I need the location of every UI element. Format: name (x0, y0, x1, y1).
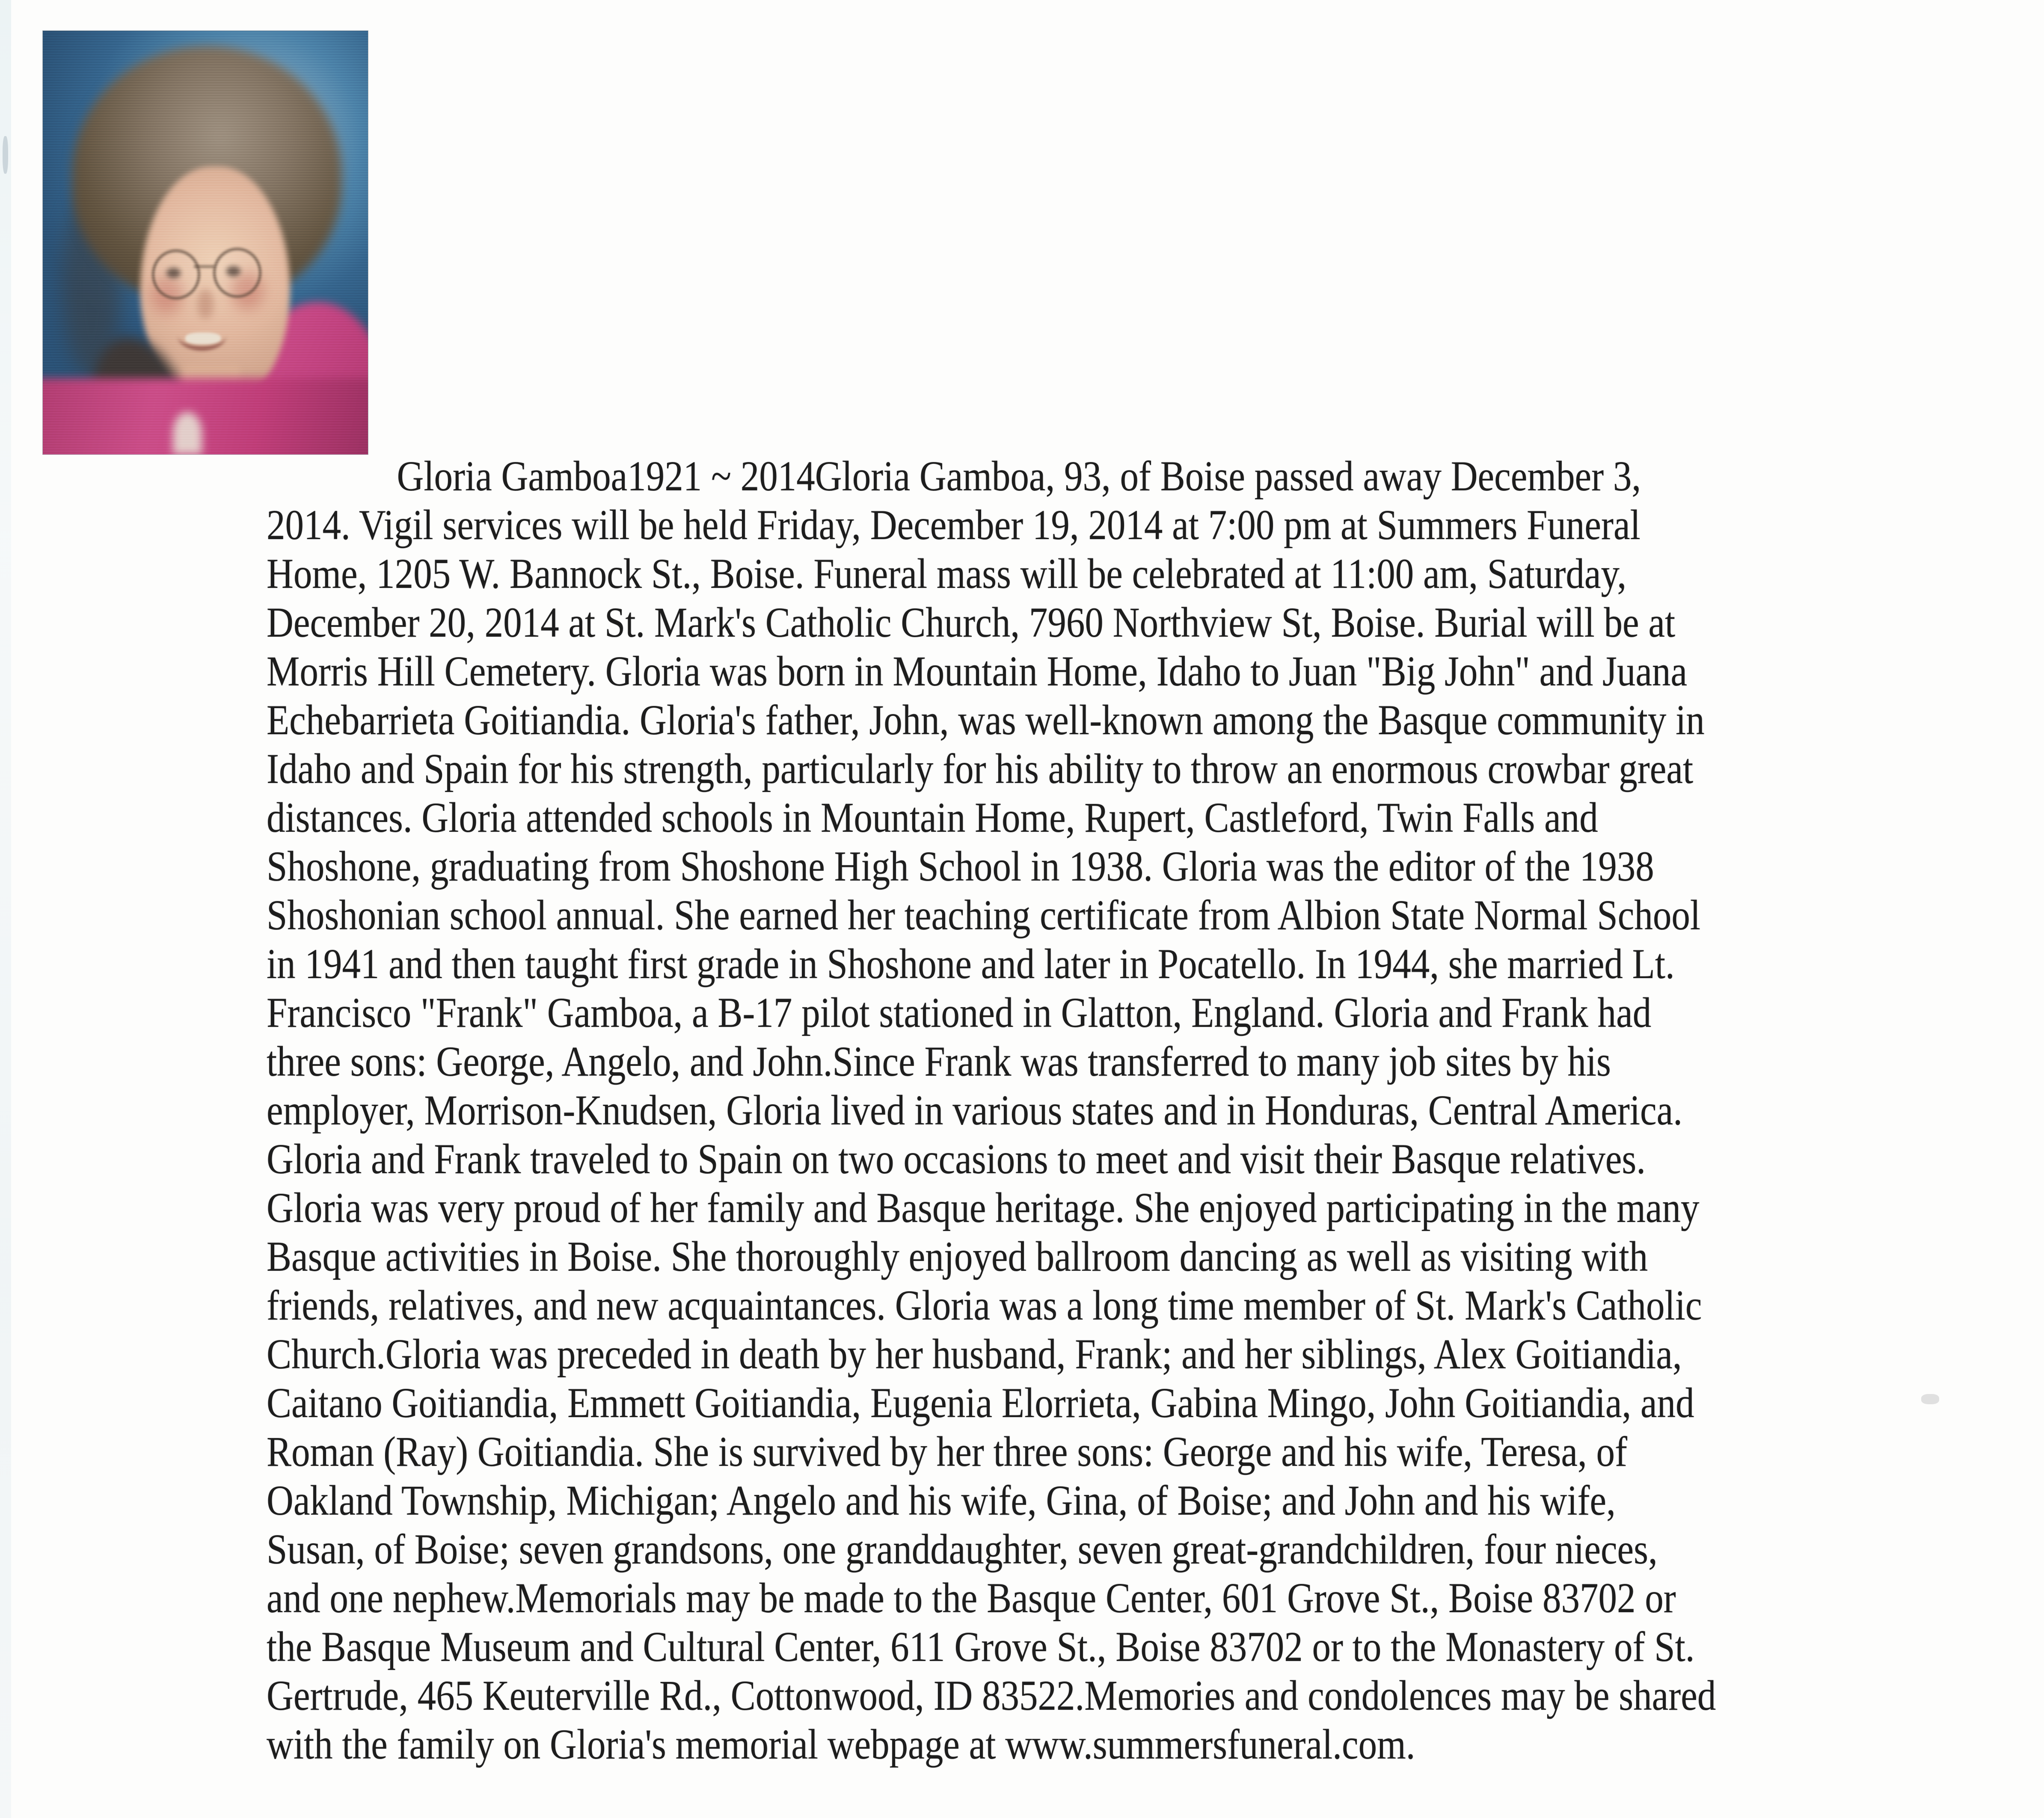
obituary-text-line: three sons: George, Angelo, and John.Since Frank was transferred to many job sites by his (267, 1038, 1611, 1085)
obituary-text-line: Gloria and Frank traveled to Spain on two occasions to meet and visit their Basque relatives. (267, 1135, 1646, 1183)
obituary-text-line: Home, 1205 W. Bannock St., Boise. Funeral mass will be celebrated at 11:00 am, Saturday, (267, 550, 1627, 597)
obituary-text-line: Gertrude, 465 Keuterville Rd., Cottonwood, ID 83522.Memories and condolences may be shared (267, 1672, 1716, 1719)
obituary-text-line: Echebarrieta Goitiandia. Gloria's father, John, was well-known among the Basque community in (267, 696, 1705, 744)
obituary-text-line: Susan, of Boise; seven grandsons, one granddaughter, seven great-grandchildren, four nieces, (267, 1525, 1658, 1573)
obituary-text-line: December 20, 2014 at St. Mark's Catholic Church, 7960 Northview St, Boise. Burial will be at (267, 599, 1676, 646)
obituary-text-line: Gloria was very proud of her family and Basque heritage. She enjoyed participating in the many (267, 1184, 1700, 1231)
obituary-text-line: Oakland Township, Michigan; Angelo and his wife, Gina, of Boise; and John and his wife, (267, 1477, 1616, 1524)
obituary-text-line: Gloria Gamboa1921 ~ 2014Gloria Gamboa, 93, of Boise passed away December 3, (397, 452, 1641, 500)
obituary-text-line: friends, relatives, and new acquaintances. Gloria was a long time member of St. Mark's Catholic (267, 1281, 1702, 1329)
obituary-text-line: Shoshone, graduating from Shoshone High School in 1938. Gloria was the editor of the 1938 (267, 842, 1654, 890)
obituary-text-line: Morris Hill Cemetery. Gloria was born in Mountain Home, Idaho to Juan "Big John" and Juana (267, 647, 1688, 695)
obituary-text-line: employer, Morrison-Knudsen, Gloria lived in various states and in Honduras, Central America. (267, 1086, 1683, 1134)
scan-speck (3, 136, 8, 174)
obituary-text-line: Basque activities in Boise. She thoroughly enjoyed ballroom dancing as well as visiting with (267, 1233, 1648, 1280)
scanner-edge-artifact (0, 0, 11, 1818)
obituary-text-line: and one nephew.Memorials may be made to the Basque Center, 601 Grove St., Boise 83702 or (267, 1574, 1676, 1622)
obituary-text-line: 2014. Vigil services will be held Friday, December 19, 2014 at 7:00 pm at Summers Funeral (267, 501, 1641, 549)
obituary-text-line: distances. Gloria attended schools in Mountain Home, Rupert, Castleford, Twin Falls and (267, 794, 1598, 841)
obituary-text-line: Church.Gloria was preceded in death by her husband, Frank; and her siblings, Alex Goitiandia, (267, 1330, 1682, 1378)
obituary-text-line: the Basque Museum and Cultural Center, 611 Grove St., Boise 83702 or to the Monastery of St. (267, 1623, 1695, 1670)
obituary-text-line: Roman (Ray) Goitiandia. She is survived by her three sons: George and his wife, Teresa, of (267, 1428, 1627, 1475)
portrait-photo (43, 31, 368, 454)
obituary-text-line: with the family on Gloria's memorial webpage at www.summersfuneral.com. (267, 1720, 1415, 1768)
obituary-text-line: in 1941 and then taught first grade in Shoshone and later in Pocatello. In 1944, she married Lt. (267, 940, 1675, 988)
obituary-text-line: Caitano Goitiandia, Emmett Goitiandia, Eugenia Elorrieta, Gabina Mingo, John Goitiandia, and (267, 1379, 1694, 1427)
obituary-text-block (267, 452, 2044, 1769)
scan-grain-overlay (43, 31, 368, 454)
obituary-text-line: Idaho and Spain for his strength, particularly for his ability to throw an enormous crowbar great (267, 745, 1694, 792)
obituary-text-line: Francisco "Frank" Gamboa, a B-17 pilot stationed in Glatton, England. Gloria and Frank had (267, 989, 1652, 1036)
obituary-text-line: Shoshonian school annual. She earned her teaching certificate from Albion State Normal School (267, 891, 1700, 939)
